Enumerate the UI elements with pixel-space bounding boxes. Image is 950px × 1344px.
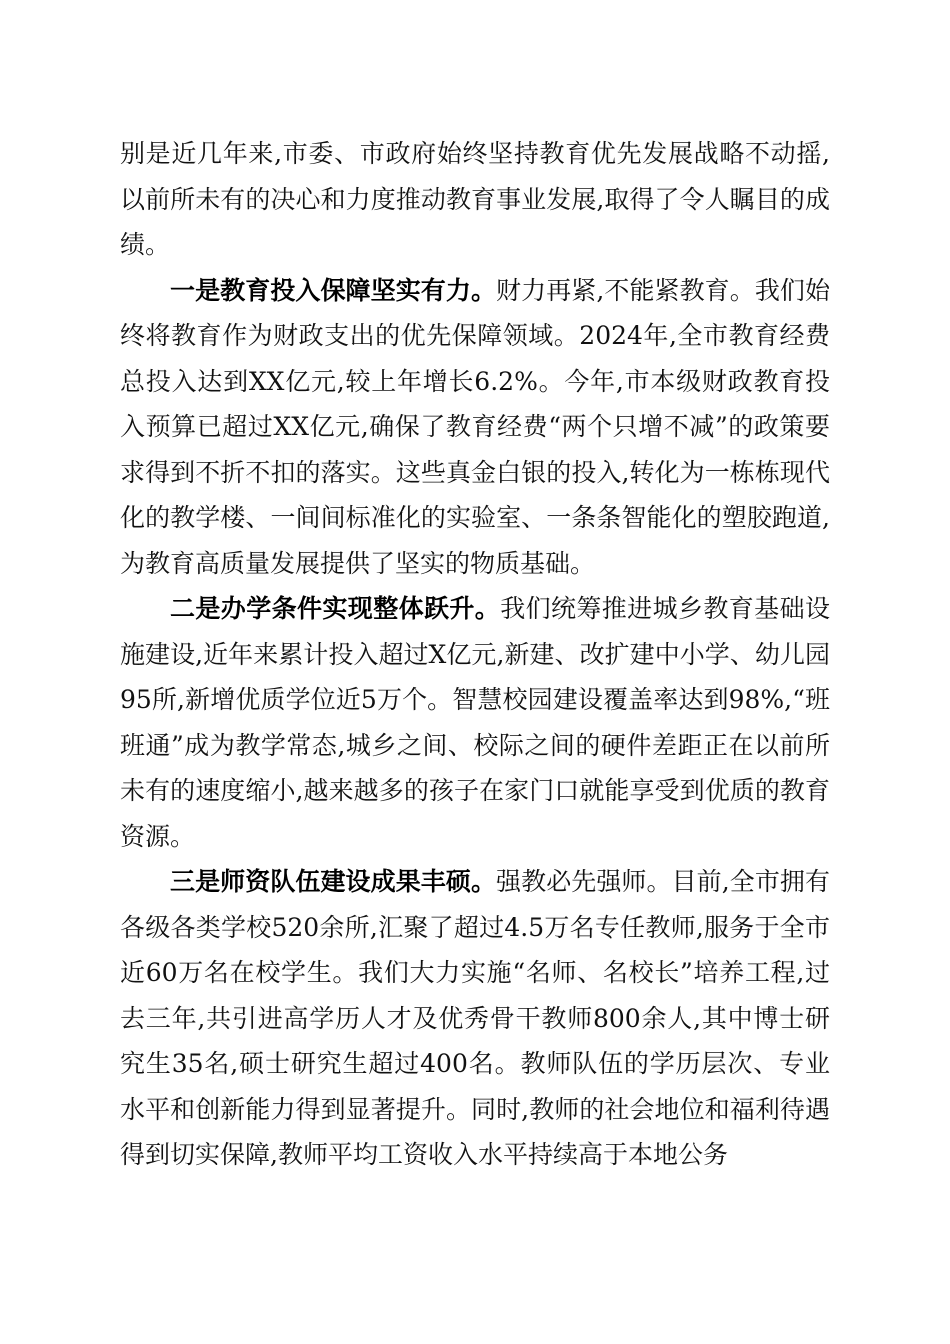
paragraph-text: 我们统筹推进城乡教育基础设施建设,近年来累计投入超过X亿元,新建、改扩建中小学、幼儿园95所,新增优质学位近5万个。智慧校园建设覆盖率达到98%,“班班通”成为教学常态,城乡之间、校际之间的硬件差距正在以前所未有的速度缩小,越来越多的孩子在家门口就能享受到优质的教育资源。: [120, 594, 830, 851]
paragraph-heading: 一是教育投入保障坚实有力。: [170, 275, 497, 305]
paragraph-teacher-workforce: [120, 859, 830, 1178]
paragraph-school-conditions: [120, 586, 830, 859]
paragraph-education-investment: [120, 268, 830, 587]
paragraph-heading: 三是师资队伍建设成果丰硕。: [170, 867, 497, 896]
paragraph-intro-continuation: [120, 131, 830, 268]
paragraph-heading: 二是办学条件实现整体跃升。: [170, 594, 501, 623]
paragraph-text: 别是近几年来,市委、市政府始终坚持教育优先发展战略不动摇,以前所未有的决心和力度推动教育事业发展,取得了令人瞩目的成绩。: [120, 139, 830, 259]
document-body: [120, 131, 830, 1178]
paragraph-text: 财力再紧,不能紧教育。我们始终将教育作为财政支出的优先保障领域。2024年,全市教育经费总投入达到XX亿元,较上年增长6.2%。今年,市本级财政教育投入预算已超过XX亿元,确保了教育经费“两个只增不减”的政策要求得到不折不扣的落实。这些真金白银的投入,转化为一栋栋现代化的教学楼、一间间标准化的实验室、一条条智能化的塑胶跑道,为教育高质量发展提供了坚实的物质基础。: [120, 275, 830, 578]
paragraph-text: 强教必先强师。目前,全市拥有各级各类学校520余所,汇聚了超过4.5万名专任教师,服务于全市近60万名在校学生。我们大力实施“名师、名校长”培养工程,过去三年,共引进高学历人才及优秀骨干教师800余人,其中博士研究生35名,硕士研究生超过400名。教师队伍的学历层次、专业水平和创新能力得到显著提升。同时,教师的社会地位和福利待遇得到切实保障,教师平均工资收入水平持续高于本地公务: [120, 867, 830, 1169]
